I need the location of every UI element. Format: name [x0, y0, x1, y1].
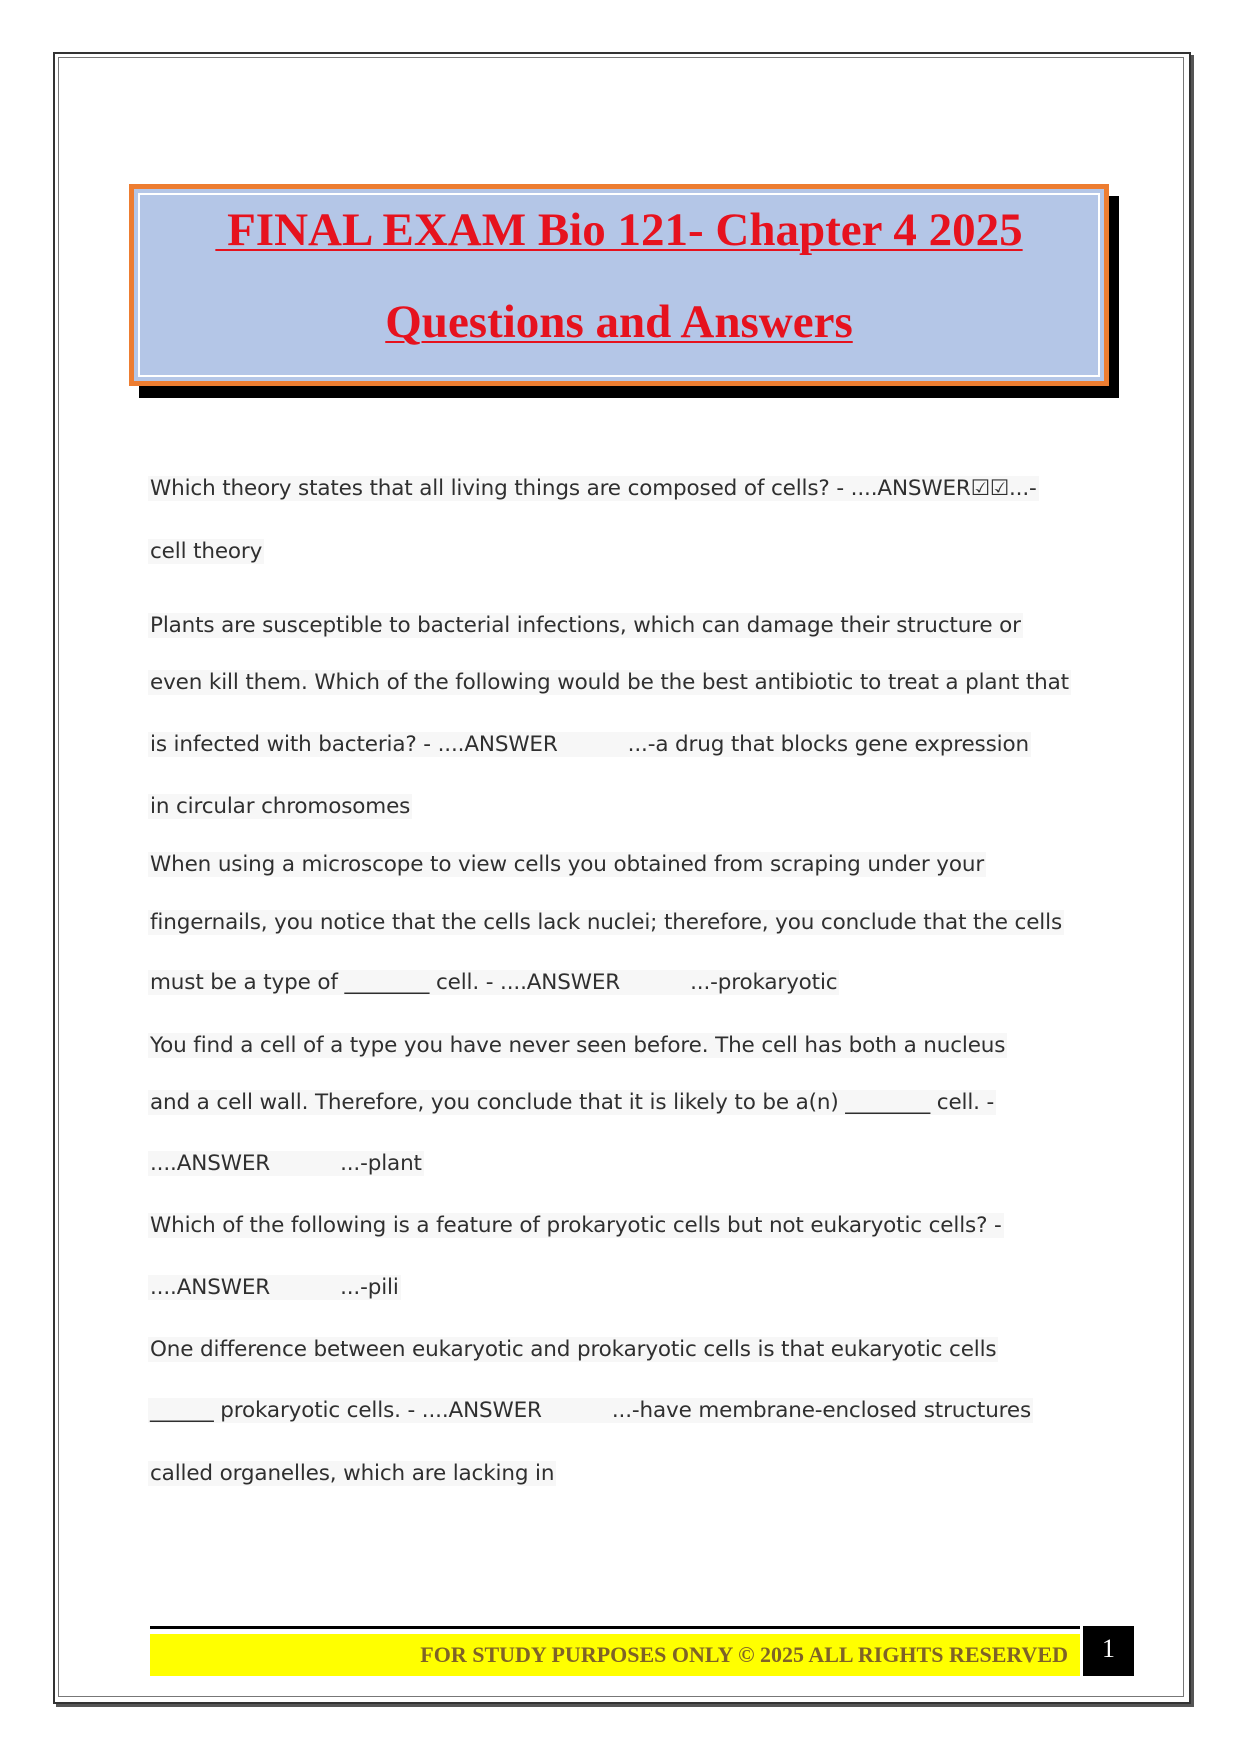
qa-text: Which of the following is a feature of prokaryotic cells but not eukaryotic cells? -	[150, 1213, 1002, 1238]
qa-line	[148, 910, 1064, 935]
qa-answer: ...-prokaryotic	[690, 970, 838, 995]
qa-line	[148, 476, 1039, 501]
qa-answer: ...-have membrane-enclosed structures	[611, 1398, 1032, 1423]
footer-band	[150, 1634, 1080, 1676]
qa-text: ______ prokaryotic cells. - ....ANSWER	[150, 1398, 542, 1423]
title-line-1: FINAL EXAM Bio 121- Chapter 4 2025	[215, 204, 1023, 256]
qa-text: must be a type of ________ cell. - ....ANSWER	[150, 970, 621, 995]
title-box	[129, 184, 1109, 386]
qa-line	[148, 1033, 1007, 1058]
qa-line	[148, 1213, 1004, 1238]
qa-line	[148, 1275, 401, 1300]
qa-text: One difference between eukaryotic and prokaryotic cells is that eukaryotic cells	[150, 1337, 997, 1362]
qa-text: called organelles, which are lacking in	[150, 1461, 555, 1486]
qa-answer: ...-pili	[340, 1275, 399, 1300]
qa-line	[148, 794, 412, 819]
qa-line	[148, 970, 839, 995]
qa-text: ....ANSWER	[150, 1275, 271, 1300]
qa-text: Which theory states that all living things are composed of cells? - ....ANSWER☑☑...-	[150, 476, 1037, 501]
page-number-box	[1083, 1626, 1134, 1676]
qa-text: fingernails, you notice that the cells lack nuclei; therefore, you conclude that the cells	[150, 910, 1062, 935]
qa-line	[148, 1151, 424, 1176]
qa-text: cell theory	[150, 539, 263, 564]
qa-line	[148, 1461, 556, 1486]
footer-rule	[150, 1626, 1080, 1629]
qa-text: ....ANSWER	[150, 1151, 271, 1176]
qa-answer: ...-a drug that blocks gene expression	[627, 732, 1029, 757]
qa-line	[148, 852, 986, 877]
qa-line	[148, 1090, 996, 1115]
qa-line	[148, 670, 1071, 695]
qa-answer: ...-plant	[340, 1151, 422, 1176]
footer-text: FOR STUDY PURPOSES ONLY © 2025 ALL RIGHTS RESERVED	[420, 1642, 1068, 1667]
qa-text: You find a cell of a type you have never seen before. The cell has both a nucleus	[150, 1033, 1006, 1058]
qa-line	[148, 539, 264, 564]
qa-text: in circular chromosomes	[150, 794, 411, 819]
qa-line	[148, 732, 1031, 757]
qa-text: Plants are susceptible to bacterial infections, which can damage their structure or	[150, 613, 1021, 638]
qa-line	[148, 1398, 1033, 1423]
page-number: 1	[1102, 1634, 1115, 1663]
qa-text: is infected with bacteria? - ....ANSWER	[150, 732, 558, 757]
qa-line	[148, 613, 1023, 638]
title-line-2: Questions and Answers	[385, 296, 853, 348]
qa-line	[148, 1337, 998, 1362]
qa-text: and a cell wall. Therefore, you conclude that it is likely to be a(n) ________ cell. -	[150, 1090, 995, 1115]
qa-text: even kill them. Which of the following would be the best antibiotic to treat a plant that	[150, 670, 1069, 695]
qa-text: When using a microscope to view cells you obtained from scraping under your	[150, 852, 985, 877]
